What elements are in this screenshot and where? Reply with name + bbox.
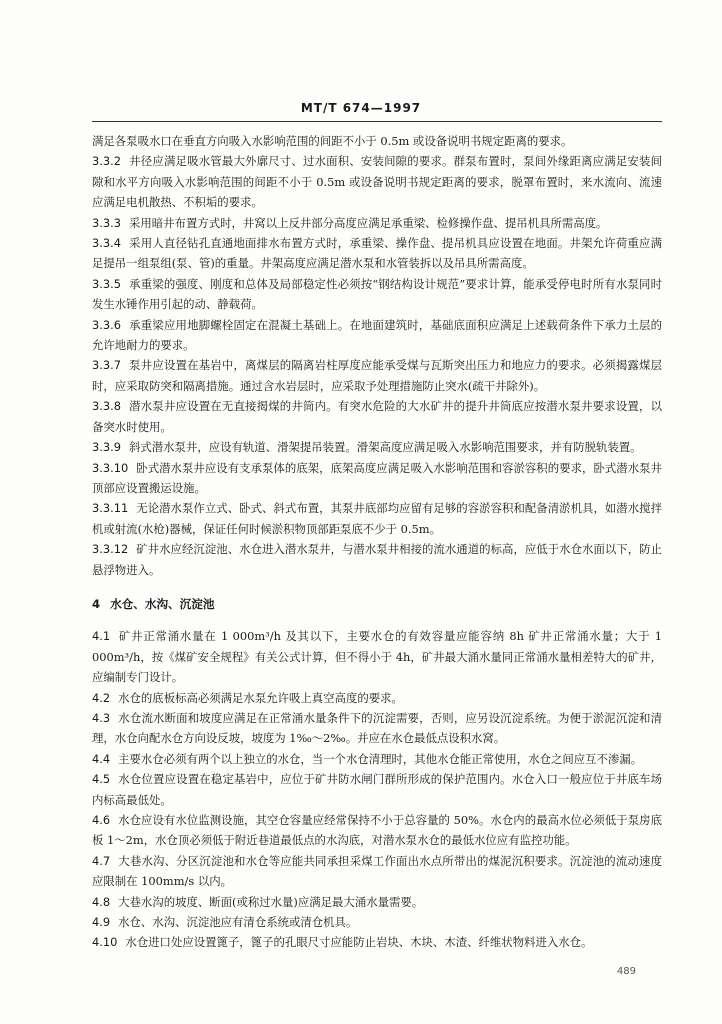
clause-3-3-2 [92,151,662,212]
clause-number: 3.3.12 [92,542,129,557]
clause-number: 3.3.2 [92,154,121,169]
clause-3-3-7 [92,355,662,396]
clause-3-3-10 [92,458,662,499]
clause-3-3-6 [92,315,662,356]
clause-number: 3.3.3 [92,215,121,230]
clause-number: 3.3.6 [92,317,121,332]
clause-number: 4.4 [92,751,111,766]
continuation-paragraph: 满足各泵吸水口在垂直方向吸入水影响范围的间距不小于 0.5m 或设备说明书规定距离的要求。 [92,134,573,148]
clause-number: 3.3.8 [92,399,121,414]
clause-number: 3.3.11 [92,501,129,516]
page-number: 489 [616,966,636,977]
clause-3-3-11 [92,498,662,539]
clause-text: 矿井水应经沉淀池、水仓进入潜水泵井，与潜水泵井相接的流水通道的标高，应低于水仓水面以下，防止悬浮物进入。 [92,542,662,577]
clause-3-3-3 [92,213,662,233]
clause-text: 采用人直径钻孔直通地面排水布置方式时，承重梁、操作盘、提吊机具应设置在地面。井架允许荷重应满足提吊一组泵组(泵、管)的重量。井架高度应满足潜水泵和水管装拆以及吊具所需高度。 [92,236,662,271]
clause-4-4 [92,749,662,769]
clause-number: 4.6 [92,813,111,827]
standard-header: MT/T 674—1997 [300,101,422,115]
clause-4-8 [92,892,662,912]
clause-text: 卧式潜水泵井应设有支承泵体的底架，底架高度应满足吸入水影响范围和容淤容积的要求，卧式潜水泵井顶部应设置搬运设施。 [92,460,662,495]
clause-text: 承重梁应用地脚螺栓固定在混凝土基础上。在地面建筑时，基础底面积应满足上述载荷条件下承力土层的允许地耐力的要求。 [92,317,662,353]
section-title-text: 水仓、水沟、沉淀池 [110,596,215,611]
clause-text: 水仓的底板标高必须满足水泵允许吸上真空高度的要求。 [118,690,403,705]
clause-3-3-12 [92,539,662,580]
clause-text: 斜式潜水泵井，应设有轨道、滑架提吊装置。滑架高度应满足吸入水影响范围要求，并有防脱轨装置。 [128,440,642,455]
clause-4-1 [92,626,662,687]
clause-4-5 [92,769,662,810]
clause-number: 4.7 [92,853,111,868]
clause-text: 无论潜水泵作立式、卧式、斜式布置，其泵井底部均应留有足够的容淤容积和配备清淤机具，如潜水搅拌机或射流(水枪)器械，保证任何时候淤积物顶部距泵底不少于 0.5m。 [92,501,662,536]
clause-4-3 [92,708,662,749]
clause-text: 泵井应设置在基岩中，离煤层的隔离岩柱厚度应能承受煤与瓦斯突出压力和地应力的要求。必须揭露煤层时，应采取防突和隔离措施。通过含水岩层时，应采取予处理措施防止突水(疏干井除外)。 [92,358,662,393]
clause-text: 水仓流水断面和坡度应满足在正常涌水量条件下的沉淀需要，否则，应另设沉淀系统。为便于淤泥沉淀和清理，水仓向配水仓方向设反坡，坡度为 1‰～2‰。并应在水仓最低点设积水窝。 [92,710,662,746]
clause-text: 水仓进口处应设置篦子，篦子的孔眼尺寸应能防止岩块、木块、木渣、纤维状物料进入水仓。 [125,935,593,950]
clause-number: 4.3 [92,710,111,725]
clause-3-3-4 [92,233,662,274]
clause-4-2 [92,688,662,708]
clause-3-3-5 [92,274,662,315]
clause-4-10 [92,932,662,952]
clause-number: 3.3.10 [92,460,129,475]
clause-number: 4.9 [92,915,111,930]
clause-text: 主要水仓必须有两个以上独立的水仓，当一个水仓清理时，其他水仓能正常使用，水仓之间应互不渗漏。 [118,751,643,766]
clause-4-7 [92,851,662,892]
clause-number: 4.2 [92,690,111,705]
clause-text: 水仓应设有水位监测设施，其空仓容量应经常保持不小于总容量的 50%。水仓内的最高水位必须低于泵房底板 1～2m，水仓顶必须低于附近巷道最低点的水沟底，对潜水泵水仓的最低水位应有监控功能。 [92,813,662,848]
clause-number: 3.3.9 [92,440,121,455]
section-number: 4 [92,596,101,611]
clause-number: 3.3.5 [92,276,121,291]
clause-text: 大巷水沟的坡度、断面(或称过水量)应满足最大涌水量需要。 [118,894,424,909]
clause-number: 3.3.7 [92,358,121,373]
clause-text: 潜水泵井应设置在无直接揭煤的井筒内。有突水危险的大水矿井的提升井筒底应按潜水泵井要求设置，以备突水时使用。 [92,399,662,434]
clause-number: 3.3.4 [92,236,121,251]
clause-number: 4.10 [92,935,118,950]
clause-text: 矿井正常涌水量在 1 000m³/h 及其以下，主要水仓的有效容量应能容纳 8h 矿井正常涌水量；大于 1 000m³/h，按《煤矿安全规程》有关公式计算，但不得小于 4h，矿井最大涌水量同正常涌水量相差特大的矿井，应编制专门设计。 [92,629,662,685]
header-rule [92,121,662,122]
clause-text: 承重梁的强度、刚度和总体及局部稳定性必须按“钢结构设计规范”要求计算，能承受停电时所有水泵同时发生水锤作用引起的动、静载荷。 [92,276,662,312]
clause-4-6 [92,810,662,851]
clause-4-9 [92,912,662,932]
clause-number: 4.1 [92,629,111,644]
clause-text: 采用暗井布置方式时，井窝以上反井部分高度应满足承重梁、检修操作盘、提吊机具所需高度。 [128,215,608,230]
document-body [92,131,662,953]
clause-3-3-8 [92,396,662,437]
clause-3-3-9 [92,437,662,457]
clause-text: 大巷水沟、分区沉淀池和水仓等应能共同承担采煤工作面出水点所带出的煤泥沉积要求。沉淀池的流动速度应限制在 100mm/s 以内。 [92,853,662,889]
clause-text: 井径应满足吸水管最大外廓尺寸、过水面积、安装间隙的要求。群泵布置时，泵间外缘距离应满足安装间隙和水平方向吸入水影响范围的间距不小于 0.5m 或设备说明书规定距离的要求，脱罩布置时，来水流向、流速应满足电机散热、不积垢的要求。 [92,154,662,210]
clause-number: 4.8 [92,894,111,909]
clause-text: 水仓位置应设置在稳定基岩中，应位于矿井防水闸门群所形成的保护范围内。水仓入口一般应位于井底车场内标高最低处。 [92,772,662,807]
section-heading-4 [92,594,662,614]
clause-number: 4.5 [92,772,111,787]
clause-text: 水仓、水沟、沉淀池应有清仓系统或清仓机具。 [118,915,358,930]
